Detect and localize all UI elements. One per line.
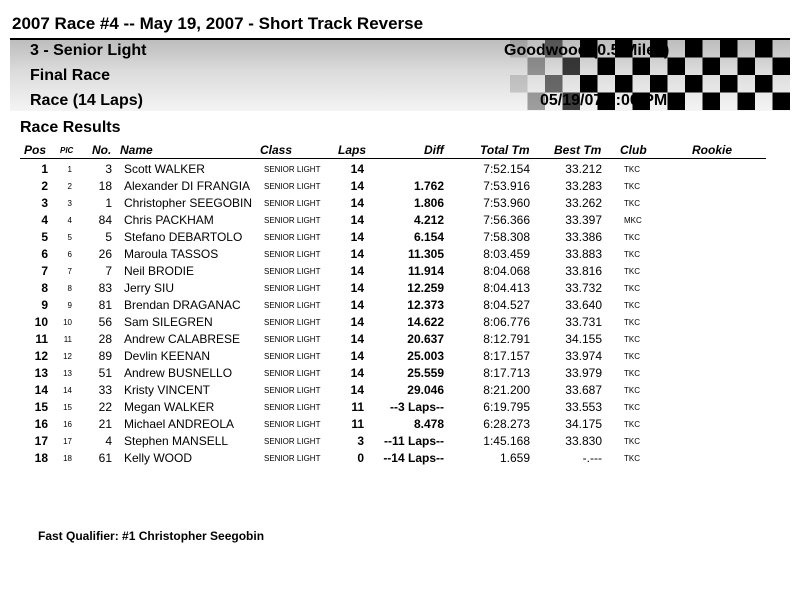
result-pos: 12 (34, 349, 48, 363)
result-class: SENIOR LIGHT (264, 420, 321, 429)
checker-square (563, 58, 581, 76)
col-total-tm: Total Tm (480, 143, 530, 157)
result-name: Sam SILEGREN (124, 315, 213, 329)
result-pic: 9 (67, 301, 72, 310)
result-laps: 14 (350, 383, 364, 397)
date-time-label: 05/19/07 2:00 PM (540, 92, 668, 109)
result-pic: 15 (63, 403, 72, 412)
result-best-time: 33.386 (565, 230, 602, 244)
result-pos: 7 (41, 264, 48, 278)
table-row (20, 450, 766, 467)
race-laps-label: Race (14 Laps) (30, 92, 143, 109)
result-total-time: 6:28.273 (483, 417, 530, 431)
table-row (20, 229, 766, 246)
result-name: Andrew BUSNELLO (124, 366, 233, 380)
result-laps: 14 (350, 247, 364, 261)
result-pos: 14 (34, 383, 48, 397)
table-row (20, 212, 766, 229)
checker-square (668, 93, 686, 111)
result-best-time: 34.155 (565, 332, 602, 346)
result-pos: 17 (34, 434, 48, 448)
result-best-time: 33.553 (565, 400, 602, 414)
result-diff: 11.914 (407, 264, 444, 278)
result-name: Kelly WOOD (124, 451, 193, 465)
result-class: SENIOR LIGHT (264, 199, 321, 208)
result-total-time: 7:52.154 (483, 162, 530, 176)
col-diff: Diff (424, 143, 444, 157)
checker-square (685, 75, 703, 93)
result-best-time: 33.262 (565, 196, 602, 210)
result-name: Andrew CALABRESE (124, 332, 241, 346)
result-best-time: 33.687 (565, 383, 602, 397)
result-diff: 11.305 (407, 247, 444, 261)
col-name: Name (120, 143, 153, 157)
table-row (20, 178, 766, 195)
result-best-time: 33.732 (565, 281, 602, 295)
result-total-time: 7:53.960 (483, 196, 530, 210)
result-club: TKC (624, 250, 640, 259)
result-pic: 6 (67, 250, 72, 259)
result-class: SENIOR LIGHT (264, 233, 321, 242)
result-class: SENIOR LIGHT (264, 267, 321, 276)
result-name: Stefano DEBARTOLO (124, 230, 243, 244)
result-pic: 14 (63, 386, 72, 395)
table-row (20, 382, 766, 399)
result-best-time: 34.175 (565, 417, 602, 431)
result-club: TKC (624, 420, 640, 429)
table-row (20, 314, 766, 331)
table-row (20, 416, 766, 433)
checker-square (720, 75, 738, 93)
table-row (20, 365, 766, 382)
result-total-time: 8:21.200 (483, 383, 530, 397)
result-name: Kristy VINCENT (124, 383, 211, 397)
checker-square (615, 75, 633, 93)
result-pic: 12 (63, 352, 72, 361)
table-row (20, 263, 766, 280)
result-number: 81 (98, 298, 112, 312)
result-pic: 16 (63, 420, 72, 429)
result-pic: 5 (67, 233, 72, 242)
col-best-tm: Best Tm (554, 143, 602, 157)
result-diff: 12.373 (407, 298, 444, 312)
result-name: Michael ANDREOLA (124, 417, 235, 431)
checker-square (773, 58, 791, 76)
result-total-time: 8:04.413 (483, 281, 530, 295)
result-laps: 14 (350, 264, 364, 278)
result-laps: 14 (350, 162, 364, 176)
result-number: 51 (98, 366, 112, 380)
result-pic: 2 (67, 182, 72, 191)
result-total-time: 1:45.168 (483, 434, 530, 448)
checker-square (510, 75, 528, 93)
result-total-time: 8:04.527 (483, 298, 530, 312)
result-club: TKC (624, 352, 640, 361)
result-laps: 0 (357, 451, 364, 465)
result-number: 83 (98, 281, 112, 295)
result-best-time: -.--- (582, 451, 602, 465)
race-banner (10, 40, 790, 111)
result-pos: 13 (34, 366, 48, 380)
checker-square (703, 93, 721, 111)
result-number: 22 (98, 400, 112, 414)
result-diff: 8.478 (413, 417, 444, 431)
col-pos: Pos (24, 143, 47, 157)
result-total-time: 8:06.776 (483, 315, 530, 329)
checker-square (668, 58, 686, 76)
result-number: 7 (105, 264, 112, 278)
result-laps: 14 (350, 281, 364, 295)
result-diff: 29.046 (407, 383, 444, 397)
result-class: SENIOR LIGHT (264, 216, 321, 225)
result-club: MKC (624, 216, 642, 225)
result-class: SENIOR LIGHT (264, 182, 321, 191)
result-pos: 11 (35, 332, 48, 346)
result-class: SENIOR LIGHT (264, 352, 321, 361)
result-diff: 12.259 (407, 281, 444, 295)
checker-square (598, 58, 616, 76)
result-total-time: 6:19.795 (483, 400, 530, 414)
results-heading: Race Results (20, 119, 121, 136)
session-label: Final Race (30, 67, 111, 84)
result-total-time: 1.659 (499, 451, 530, 465)
results-column-header (20, 143, 766, 159)
col-laps: Laps (338, 143, 367, 157)
result-diff: 20.637 (407, 332, 444, 346)
results-table-body (20, 161, 766, 467)
checker-square (703, 58, 721, 76)
result-number: 21 (98, 417, 112, 431)
page-title: 2007 Race #4 -- May 19, 2007 - Short Track Reverse (12, 14, 424, 33)
result-total-time: 8:04.068 (483, 264, 530, 278)
checker-square (685, 40, 703, 58)
result-number: 26 (98, 247, 112, 261)
checker-square (755, 75, 773, 93)
checker-square (545, 75, 563, 93)
result-diff: 25.559 (407, 366, 444, 380)
result-total-time: 7:53.916 (483, 179, 530, 193)
result-pos: 8 (41, 281, 48, 295)
result-class: SENIOR LIGHT (264, 284, 321, 293)
result-diff: --11 Laps-- (383, 434, 444, 448)
result-pic: 4 (67, 216, 72, 225)
checker-square (528, 58, 546, 76)
result-pic: 10 (63, 318, 72, 327)
result-class: SENIOR LIGHT (264, 165, 321, 174)
result-pic: 13 (63, 369, 72, 378)
result-club: TKC (624, 403, 640, 412)
col-no: No. (92, 143, 112, 157)
result-laps: 14 (350, 230, 364, 244)
result-club: TKC (624, 318, 640, 327)
result-club: TKC (624, 335, 640, 344)
result-number: 5 (105, 230, 112, 244)
result-club: TKC (624, 199, 640, 208)
checker-square (738, 93, 756, 111)
result-pos: 9 (41, 298, 48, 312)
result-best-time: 33.816 (565, 264, 602, 278)
result-number: 4 (105, 434, 112, 448)
result-laps: 11 (351, 417, 364, 431)
result-pos: 10 (34, 315, 48, 329)
result-name: Brendan DRAGANAC (124, 298, 241, 312)
checker-square (755, 40, 773, 58)
result-laps: 14 (350, 298, 364, 312)
result-pos: 1 (41, 162, 48, 176)
result-pos: 16 (34, 417, 48, 431)
result-pos: 15 (34, 400, 48, 414)
result-club: TKC (624, 233, 640, 242)
col-class: Class (260, 143, 293, 157)
result-class: SENIOR LIGHT (264, 437, 321, 446)
class-label: 3 - Senior Light (30, 42, 147, 59)
result-pic: 7 (67, 267, 72, 276)
result-club: TKC (624, 165, 640, 174)
result-pos: 18 (34, 451, 48, 465)
result-club: TKC (624, 437, 640, 446)
checker-square (633, 58, 651, 76)
result-number: 84 (98, 213, 112, 227)
result-club: TKC (624, 182, 640, 191)
result-name: Alexander DI FRANGIA (124, 179, 251, 193)
table-row (20, 433, 766, 450)
result-diff: 6.154 (413, 230, 444, 244)
result-pos: 6 (41, 247, 48, 261)
track-label: Goodwood (0.5 Miles) (504, 42, 670, 59)
result-total-time: 8:12.791 (483, 332, 530, 346)
result-number: 56 (98, 315, 112, 329)
result-number: 89 (98, 349, 112, 363)
table-row (20, 280, 766, 297)
col-rookie: Rookie (692, 143, 733, 157)
result-diff: 1.762 (413, 179, 444, 193)
result-best-time: 33.731 (565, 315, 602, 329)
result-best-time: 33.283 (565, 179, 602, 193)
result-pic: 8 (67, 284, 72, 293)
checker-square (650, 75, 668, 93)
result-class: SENIOR LIGHT (264, 403, 321, 412)
result-diff: 14.622 (407, 315, 444, 329)
result-diff: 1.806 (413, 196, 444, 210)
result-name: Maroula TASSOS (124, 247, 219, 261)
checker-square (580, 75, 598, 93)
result-club: TKC (624, 369, 640, 378)
table-row (20, 331, 766, 348)
result-laps: 14 (350, 332, 364, 346)
result-name: Megan WALKER (124, 400, 215, 414)
result-pos: 4 (41, 213, 48, 227)
result-name: Neil BRODIE (124, 264, 195, 278)
result-pic: 11 (63, 335, 72, 344)
result-laps: 14 (350, 349, 364, 363)
result-pos: 2 (41, 179, 48, 193)
result-best-time: 33.979 (565, 366, 602, 380)
result-total-time: 7:58.308 (483, 230, 530, 244)
result-class: SENIOR LIGHT (264, 386, 321, 395)
result-best-time: 33.974 (565, 349, 602, 363)
result-pic: 1 (67, 165, 72, 174)
result-number: 3 (105, 162, 112, 176)
result-pos: 3 (41, 196, 48, 210)
result-laps: 14 (350, 196, 364, 210)
result-class: SENIOR LIGHT (264, 250, 321, 259)
result-diff: --14 Laps-- (383, 451, 444, 465)
col-club: Club (620, 143, 647, 157)
checker-square (720, 40, 738, 58)
result-laps: 14 (350, 213, 364, 227)
result-number: 18 (98, 179, 112, 193)
result-club: TKC (624, 386, 640, 395)
result-diff: --3 Laps-- (390, 400, 444, 414)
result-club: TKC (624, 284, 640, 293)
col-pic: PIC (60, 146, 74, 155)
result-best-time: 33.397 (565, 213, 602, 227)
result-name: Stephen MANSELL (124, 434, 229, 448)
result-class: SENIOR LIGHT (264, 454, 321, 463)
result-pic: 17 (63, 437, 72, 446)
result-laps: 14 (350, 179, 364, 193)
table-row (20, 297, 766, 314)
result-club: TKC (624, 267, 640, 276)
table-row (20, 195, 766, 212)
checker-square (738, 58, 756, 76)
fast-qualifier-note: Fast Qualifier: #1 Christopher Seegobin (38, 529, 265, 543)
result-best-time: 33.640 (565, 298, 602, 312)
result-name: Scott WALKER (124, 162, 205, 176)
result-class: SENIOR LIGHT (264, 335, 321, 344)
result-number: 33 (98, 383, 112, 397)
result-total-time: 8:17.157 (483, 349, 530, 363)
table-row (20, 246, 766, 263)
result-pos: 5 (41, 230, 48, 244)
result-laps: 14 (350, 366, 364, 380)
result-total-time: 8:17.713 (483, 366, 530, 380)
result-name: Chris PACKHAM (124, 213, 214, 227)
table-row (20, 348, 766, 365)
result-number: 61 (98, 451, 112, 465)
result-name: Christopher SEEGOBIN (124, 196, 252, 210)
result-pic: 18 (63, 454, 72, 463)
result-class: SENIOR LIGHT (264, 318, 321, 327)
table-row (20, 399, 766, 416)
result-name: Devlin KEENAN (124, 349, 211, 363)
result-number: 1 (105, 196, 112, 210)
result-best-time: 33.830 (565, 434, 602, 448)
table-row (20, 161, 766, 178)
result-laps: 14 (350, 315, 364, 329)
result-laps: 11 (351, 400, 364, 414)
result-total-time: 8:03.459 (483, 247, 530, 261)
result-club: TKC (624, 301, 640, 310)
result-best-time: 33.883 (565, 247, 602, 261)
result-club: TKC (624, 454, 640, 463)
result-best-time: 33.212 (565, 162, 602, 176)
result-name: Jerry SIU (124, 281, 175, 295)
result-diff: 25.003 (407, 349, 444, 363)
result-class: SENIOR LIGHT (264, 369, 321, 378)
result-number: 28 (98, 332, 112, 346)
result-total-time: 7:56.366 (483, 213, 530, 227)
checker-square (773, 93, 791, 111)
result-laps: 3 (357, 434, 364, 448)
result-class: SENIOR LIGHT (264, 301, 321, 310)
result-pic: 3 (67, 199, 72, 208)
result-diff: 4.212 (413, 213, 444, 227)
